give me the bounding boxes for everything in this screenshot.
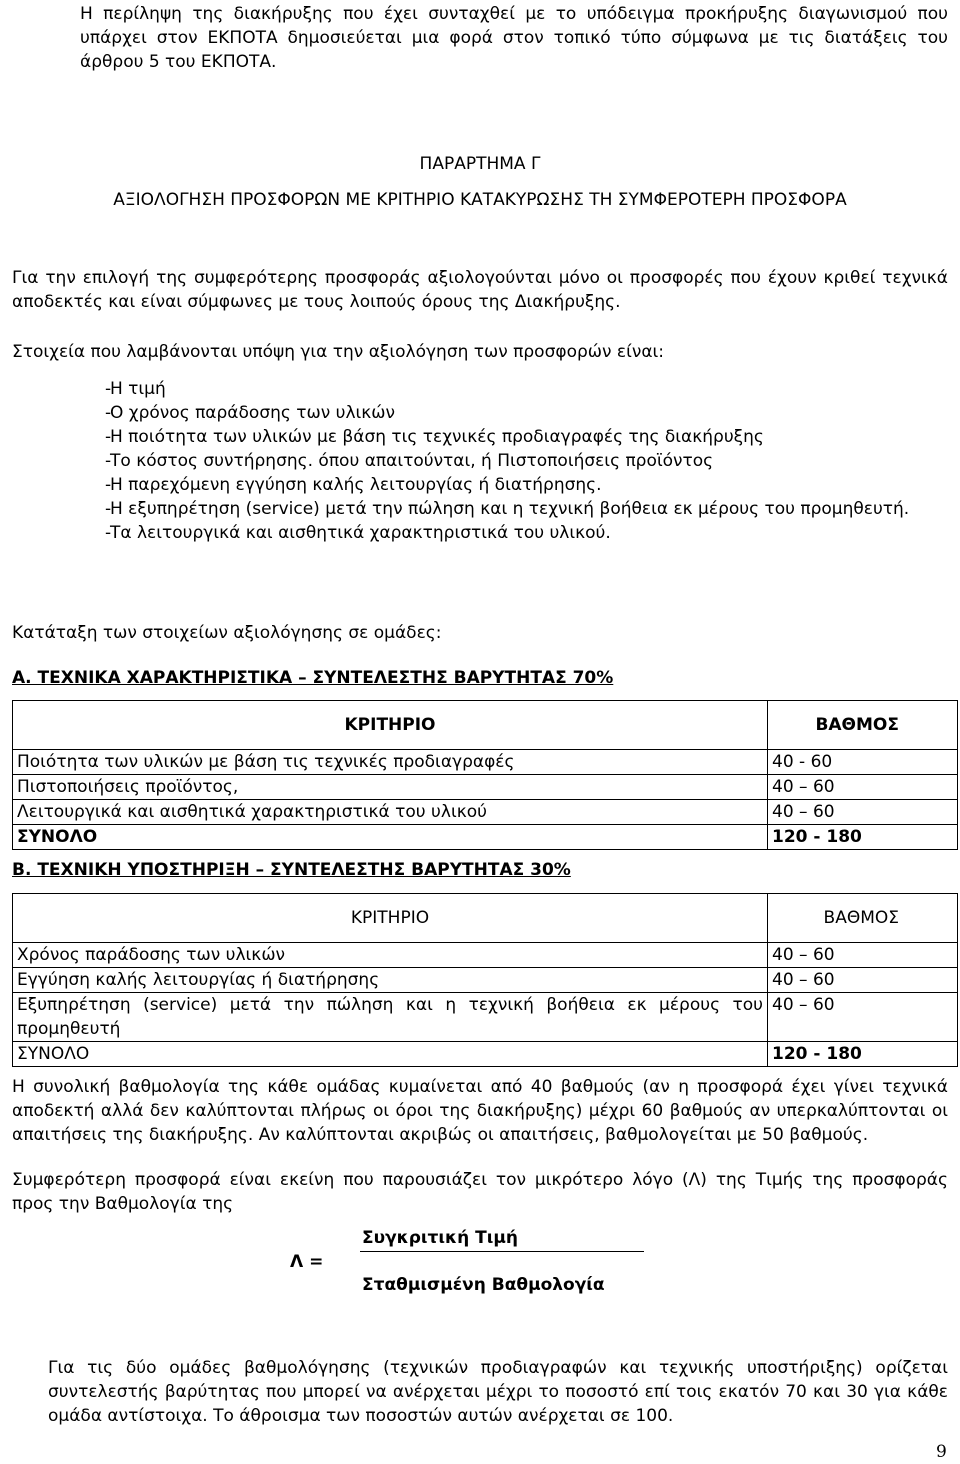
criterion-cell: Εξυπηρέτηση (service) μετά την πώληση και η τεχνική βοήθεια εκ μέρους του προμηθευτή — [13, 993, 768, 1042]
score-header: ΒΑΘΜΟΣ — [768, 701, 958, 750]
ratio-paragraph: Συμφερότερη προσφορά είναι εκείνη που παρουσιάζει τον μικρότερο λόγο (Λ) της Τιμής της προσφοράς προς την Βαθμολογία της — [12, 1170, 948, 1214]
table-row — [13, 750, 958, 775]
group-b-title-text: Β. ΤΕΧΝΙΚΗ ΥΠΟΣΤΗΡΙΞΗ – ΣΥΝΤΕΛΕΣΤΗΣ ΒΑΡΥΤΗΤΑΣ 30% — [12, 860, 571, 880]
list-item: - Η παρεχόμενη εγγύηση καλής λειτουργίας ή διατήρησης. — [0, 473, 958, 497]
list-item: - Τα λειτουργικά και αισθητικά χαρακτηριστικά του υλικού. — [0, 521, 958, 545]
table-header-row — [13, 894, 958, 943]
weights-paragraph: Για τις δύο ομάδες βαθμολόγησης (τεχνικών προδιαγραφών και τεχνικής υποστήριξης) ορίζεται συντελεστής βαρύτητας που μπορεί να ανέρχεται μέχρι το ποσοστό επί τοις εκατόν 70 και 30 για κάθε ομάδα αντίστοιχα. Το άθροισμα των ποσοστών αυτών ανέρχεται σε 100. — [48, 1358, 948, 1426]
score-cell: 40 – 60 — [768, 943, 958, 968]
score-cell: 40 – 60 — [768, 775, 958, 800]
criterion-cell: Λειτουργικά και αισθητικά χαρακτηριστικά του υλικού — [13, 800, 768, 825]
score-header: ΒΑΘΜΟΣ — [768, 894, 958, 943]
table-row — [13, 968, 958, 993]
criteria-intro: Στοιχεία που λαμβάνονται υπόψη για την αξιολόγηση των προσφορών είναι: — [12, 342, 665, 362]
score-cell: 40 – 60 — [768, 993, 958, 1042]
score-cell: 40 – 60 — [768, 968, 958, 993]
criterion-header: ΚΡΙΤΗΡΙΟ — [13, 894, 768, 943]
appendix-title: ΠΑΡΑΡΤΗΜΑ Γ — [419, 154, 541, 174]
table-row — [13, 993, 958, 1042]
scoring-paragraph: Η συνολική βαθμολογία της κάθε ομάδας κυμαίνεται από 40 βαθμούς (αν η προσφορά έχει γίνει τεχνικά αποδεκτή αλλά δεν καλύπτονται πλήρως οι όροι της διακήρυξης) μέχρι 60 βαθμούς αν υπερκαλύπτονται οι απαιτήσεις της διακήρυξης. Αν καλύπτονται ακριβώς οι απαιτήσεις, βαθμολογείται με 50 βαθμούς. — [12, 1077, 948, 1145]
score-cell: 40 – 60 — [768, 800, 958, 825]
total-label: ΣΥΝΟΛΟ — [13, 1042, 768, 1067]
table-row — [13, 943, 958, 968]
criterion-cell: Ποιότητα των υλικών με βάση τις τεχνικές προδιαγραφές — [13, 750, 768, 775]
criterion-cell: Χρόνος παράδοσης των υλικών — [13, 943, 768, 968]
criterion-header: ΚΡΙΤΗΡΙΟ — [13, 701, 768, 750]
group-b-title — [12, 858, 571, 882]
list-item: - Ο χρόνος παράδοσης των υλικών — [0, 401, 958, 425]
list-item: - Το κόστος συντήρησης. όπου απαιτούνται, ή Πιστοποιήσεις προϊόντος — [0, 449, 958, 473]
table-header-row — [13, 701, 958, 750]
list-item: - Η εξυπηρέτηση (service) μετά την πώληση και η τεχνική βοήθεια εκ μέρους του προμηθευτή. — [0, 497, 958, 521]
table-row — [13, 800, 958, 825]
total-score: 120 - 180 — [768, 825, 958, 850]
criterion-cell: Εγγύηση καλής λειτουργίας ή διατήρησης — [13, 968, 768, 993]
formula-lhs: Λ = — [290, 1252, 324, 1272]
selection-paragraph: Για την επιλογή της συμφερότερης προσφοράς αξιολογούνται μόνο οι προσφορές που έχουν κριθεί τεχνικά αποδεκτές και είναι σύμφωνες με τους λοιπούς όρους της Διακήρυξης. — [12, 268, 948, 312]
group-a-table — [12, 700, 958, 850]
grouping-title: Κατάταξη των στοιχείων αξιολόγησης σε ομάδες: — [12, 623, 442, 643]
list-item: - Η ποιότητα των υλικών με βάση τις τεχνικές προδιαγραφές της διακήρυξης — [0, 425, 958, 449]
total-score: 120 - 180 — [768, 1042, 958, 1067]
fraction-line — [360, 1251, 644, 1252]
formula-numerator: Συγκριτική Τιμή — [362, 1228, 518, 1248]
score-cell: 40 - 60 — [768, 750, 958, 775]
formula-denominator: Σταθμισμένη Βαθμολογία — [362, 1275, 605, 1295]
page-number: 9 — [936, 1442, 947, 1462]
criteria-list — [0, 377, 958, 545]
group-a-title — [12, 666, 613, 690]
total-row — [13, 1042, 958, 1067]
intro-paragraph: Η περίληψη της διακήρυξης που έχει συνταχθεί με το υπόδειγμα προκήρυξης διαγωνισμού που υπάρχει στον ΕΚΠΟΤΑ δημοσιεύεται μια φορά στον τοπικό τύπο σύμφωνα με τις διατάξεις του άρθρου 5 του ΕΚΠΟΤΑ. — [80, 4, 948, 72]
group-a-title-text: Α. ΤΕΧΝΙΚΑ ΧΑΡΑΚΤΗΡΙΣΤΙΚΑ – ΣΥΝΤΕΛΕΣΤΗΣ ΒΑΡΥΤΗΤΑΣ 70% — [12, 668, 614, 688]
table-row — [13, 775, 958, 800]
total-label: ΣΥΝΟΛΟ — [13, 825, 768, 850]
group-b-table — [12, 893, 958, 1067]
list-item: - Η τιμή — [0, 377, 958, 401]
total-row — [13, 825, 958, 850]
criterion-cell: Πιστοποιήσεις προϊόντος, — [13, 775, 768, 800]
appendix-subtitle: ΑΞΙΟΛΟΓΗΣΗ ΠΡΟΣΦΟΡΩΝ ΜΕ ΚΡΙΤΗΡΙΟ ΚΑΤΑΚΥΡΩΣΗΣ ΤΗ ΣΥΜΦΕΡΟΤΕΡΗ ΠΡΟΣΦΟΡΑ — [113, 190, 847, 210]
